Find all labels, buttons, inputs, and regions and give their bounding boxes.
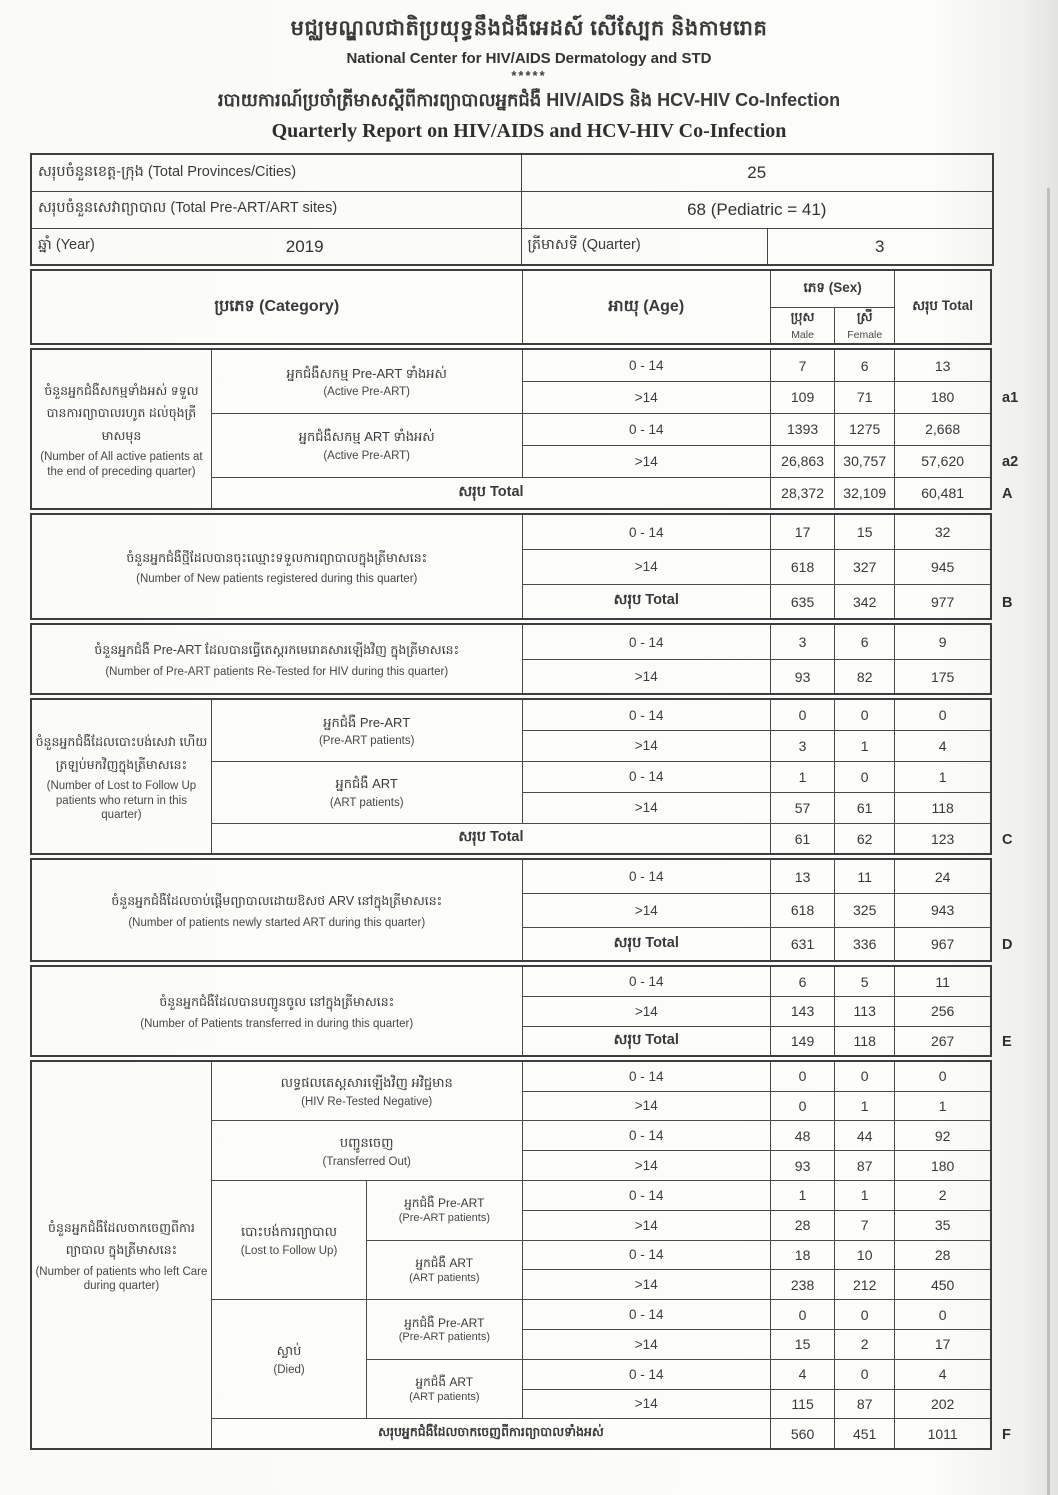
value-cell: 48 (771, 1121, 835, 1151)
value-cell: 0 (895, 1300, 991, 1330)
grand-total-label (211, 1419, 770, 1449)
value-cell: 1 (895, 1091, 991, 1121)
table-row (31, 270, 991, 307)
quarter-label: ត្រីមាសទី (Quarter) (521, 228, 767, 265)
value-cell: 977 (895, 584, 991, 619)
section-marker-F: F (1002, 1426, 1011, 1443)
row-label-retested-negative (211, 1061, 522, 1121)
age-cell: 0 - 14 (522, 1180, 771, 1210)
value-cell: 2,668 (895, 413, 991, 445)
row-label-active-preart (211, 349, 522, 413)
khmer-label: អ្នកជំងឺសកម្ម Pre-ART ទាំងអស់ (286, 365, 447, 381)
english-label: Female (847, 329, 883, 342)
row-label-art-patients (367, 1240, 522, 1300)
khmer-label: ស្រី (856, 310, 873, 325)
english-label: (Active Pre-ART) (323, 386, 411, 399)
total-provinces-label: សរុបចំនួនខេត្ត-ក្រុង (Total Provinces/Cities) (31, 154, 521, 191)
row-label-active-patients (31, 349, 211, 509)
section-retested-preart (30, 623, 992, 695)
khmer-label: សរុបអ្នកជំងឺដែលចាកចេញពីការព្យាបាលទាំងអស់ (378, 1424, 604, 1439)
table-row (31, 514, 991, 549)
value-cell: 0 (835, 1359, 895, 1389)
value-cell: 336 (835, 927, 895, 961)
total-label: សរុប Total (522, 927, 771, 961)
value-cell: 1 (835, 1180, 895, 1210)
khmer-label: ចំនួនអ្នកជំងឺដែលចាប់ផ្តើមព្យាបាលដោយឱសថ ARV នៅក្នុងត្រីមាសនេះ (111, 894, 443, 909)
value-cell: 256 (895, 996, 991, 1026)
report-header (0, 0, 1058, 143)
value-cell: 945 (895, 549, 991, 584)
col-header-female (835, 307, 895, 344)
value-cell: 28 (895, 1240, 991, 1270)
value-cell: 1 (771, 1180, 835, 1210)
section-marker-a1: a1 (1002, 390, 1019, 407)
year-label: ឆ្នាំ (Year) (38, 237, 95, 254)
english-label: (ART patients) (409, 1390, 480, 1403)
value-cell: 3 (771, 624, 835, 659)
org-title-khmer: មជ្ឈមណ្ឌលជាតិប្រយុទ្ធនឹងជំងឺអេដស៍ សើស្បែក និងកាមរោគ (290, 17, 768, 40)
value-cell: 61 (835, 792, 895, 823)
year-cell (31, 228, 521, 265)
age-cell: 0 - 14 (522, 349, 771, 381)
value-cell: 6 (835, 624, 895, 659)
section-retested-preart-table (30, 623, 992, 695)
value-cell: 202 (895, 1389, 991, 1419)
age-cell: >14 (522, 381, 771, 413)
value-cell: 1011 (895, 1419, 991, 1449)
value-cell: 1 (895, 761, 991, 792)
section-marker-B: B (1002, 594, 1013, 611)
value-cell: 7 (771, 349, 835, 381)
khmer-label: អ្នកជំងឺ ART (415, 1375, 474, 1390)
value-cell: 143 (771, 996, 835, 1026)
value-cell: 93 (771, 1151, 835, 1181)
section-marker-E: E (1002, 1034, 1012, 1051)
english-label: Male (791, 329, 814, 342)
khmer-label: បញ្ជូនចេញ (339, 1134, 394, 1150)
table-row (31, 966, 991, 996)
value-cell: 0 (895, 1061, 991, 1091)
english-label: (Active Pre-ART) (323, 450, 411, 463)
row-total-sites (31, 191, 993, 228)
english-label: (Lost to Follow Up) (240, 1245, 338, 1257)
report-title-english: Quarterly Report on HIV/AIDS and HCV-HIV Co-Infection (271, 120, 787, 143)
value-cell: 17 (771, 514, 835, 549)
value-cell: 618 (771, 893, 835, 927)
khmer-label: អ្នកជំងឺ Pre-ART (404, 1196, 485, 1211)
value-cell: 943 (895, 893, 991, 927)
table-row (31, 699, 991, 730)
value-cell: 11 (895, 966, 991, 996)
total-label: សរុប Total (522, 584, 771, 619)
value-cell: 57,620 (895, 445, 991, 477)
english-label: (Number of Pre-ART patients Re-Tested for HIV during this quarter) (105, 665, 449, 678)
value-cell: 149 (771, 1026, 835, 1056)
row-label-art-patients (211, 761, 522, 823)
english-label: (Pre-ART patients) (318, 735, 415, 748)
value-cell: 342 (835, 584, 895, 619)
value-cell: 9 (895, 624, 991, 659)
value-cell: 115 (771, 1389, 835, 1419)
value-cell: 3 (771, 730, 835, 761)
age-cell: 0 - 14 (522, 1359, 771, 1389)
section-d-newly-started-art (30, 858, 1013, 962)
value-cell: 325 (835, 893, 895, 927)
row-label-transferred-in (31, 966, 522, 1056)
row-label-preart-patients (211, 699, 522, 761)
report-title-khmer: របាយការណ៍ប្រចាំត្រីមាសស្តីពីការព្យាបាលអ្នកជំងឺ HIV/AIDS និង HCV-HIV Co-Infection (217, 89, 841, 110)
value-cell: 0 (771, 1300, 835, 1330)
section-e-transferred-in-table (30, 965, 992, 1057)
value-cell: 32 (895, 514, 991, 549)
value-cell: 28,372 (771, 477, 835, 509)
value-cell: 0 (835, 1300, 895, 1330)
khmer-label: ស្លាប់ (276, 1343, 302, 1359)
value-cell: 180 (895, 1151, 991, 1181)
khmer-label: ចំនួនអ្នកជំងឺដែលចាកចេញពីការព្យាបាល ក្នុងត្រីមាសនេះ (48, 1220, 195, 1258)
khmer-label: លទ្ធផលតេស្តសារឡើងវិញ អវិជ្ជមាន (280, 1075, 453, 1091)
khmer-label: អ្នកជំងឺ ART (415, 1256, 474, 1271)
col-header-sex: ភេទ (Sex) (771, 270, 895, 307)
section-b-new-patients-table (30, 513, 992, 620)
khmer-label: អ្នកជំងឺ Pre-ART (404, 1315, 485, 1330)
age-cell: 0 - 14 (522, 413, 771, 445)
value-cell: 1 (835, 1091, 895, 1121)
row-label-ltfu-return (31, 699, 211, 854)
section-marker-C: C (1002, 831, 1013, 848)
age-cell: 0 - 14 (522, 966, 771, 996)
value-cell: 327 (835, 549, 895, 584)
row-label-new-patients (31, 514, 522, 619)
value-cell: 87 (835, 1389, 895, 1419)
value-cell: 4 (895, 730, 991, 761)
value-cell: 7 (835, 1210, 895, 1240)
age-cell: >14 (522, 1329, 771, 1359)
divider-stars: ***** (511, 67, 547, 83)
value-cell: 26,863 (771, 445, 835, 477)
value-cell: 32,109 (835, 477, 895, 509)
age-cell: 0 - 14 (522, 1061, 771, 1091)
khmer-label: ចំនួនអ្នកជំងឺសកម្មទាំងអស់ ទទួលបានការព្យាបាលរហូត ដល់ចុងត្រីមាសមុន (44, 383, 199, 443)
english-label: (HIV Re-Tested Negative) (301, 1096, 433, 1109)
row-total-provinces (31, 154, 993, 191)
english-label: (Number of All active patients at the end of preceding quarter) (40, 451, 203, 478)
value-cell: 175 (895, 659, 991, 694)
value-cell: 13 (895, 349, 991, 381)
value-cell: 0 (771, 1091, 835, 1121)
row-label-preart-patients (367, 1300, 522, 1360)
value-cell: 62 (835, 823, 895, 854)
value-cell: 4 (771, 1359, 835, 1389)
value-cell: 60,481 (895, 477, 991, 509)
english-label: (Number of Lost to Follow Up patients who return in this quarter) (46, 780, 197, 821)
age-cell: >14 (522, 730, 771, 761)
english-label: (Number of patients who left Care during quarter) (35, 1265, 208, 1292)
col-header-category: ប្រភេទ (Category) (31, 270, 522, 344)
age-cell: >14 (522, 659, 771, 694)
age-cell: >14 (522, 893, 771, 927)
value-cell: 35 (895, 1210, 991, 1240)
table-row (31, 1061, 991, 1091)
value-cell: 0 (835, 699, 895, 730)
khmer-label: ចំនួនអ្នកជំងឺថ្មីដែលបានចុះឈ្មោះទទួលការព្យាបាលក្នុងត្រីមាសនេះ (126, 550, 428, 565)
value-cell: 28 (771, 1210, 835, 1240)
col-header-total: សរុប Total (895, 270, 991, 344)
row-label-transferred-out (211, 1121, 522, 1181)
value-cell: 0 (835, 1061, 895, 1091)
value-cell: 87 (835, 1151, 895, 1181)
value-cell: 560 (771, 1419, 835, 1449)
value-cell: 5 (835, 966, 895, 996)
value-cell: 0 (771, 699, 835, 730)
table-row (31, 624, 991, 659)
khmer-label: អ្នកជំងឺ ART (335, 776, 398, 792)
value-cell: 92 (895, 1121, 991, 1151)
value-cell: 631 (771, 927, 835, 961)
value-cell: 0 (771, 1061, 835, 1091)
value-cell: 2 (835, 1329, 895, 1359)
value-cell: 93 (771, 659, 835, 694)
age-cell: 0 - 14 (522, 761, 771, 792)
section-marker-D: D (1002, 937, 1013, 954)
section-marker-A: A (1002, 486, 1013, 503)
row-year-quarter (31, 228, 993, 265)
value-cell: 109 (771, 381, 835, 413)
english-label: (Number of New patients registered during this quarter) (136, 573, 418, 586)
row-label-preart-patients (367, 1180, 522, 1240)
value-cell: 2 (895, 1180, 991, 1210)
table-row (31, 349, 991, 381)
summary-info-table (30, 153, 994, 266)
age-cell: >14 (522, 1151, 771, 1181)
value-cell: 123 (895, 823, 991, 854)
value-cell: 10 (835, 1240, 895, 1270)
row-label-left-care (31, 1061, 211, 1448)
row-label-newly-started (31, 859, 522, 961)
age-cell: >14 (522, 1270, 771, 1300)
age-cell: 0 - 14 (522, 624, 771, 659)
total-sites-value: 68 (Pediatric = 41) (521, 191, 993, 228)
section-c-ltfu-returned (30, 698, 1013, 855)
value-cell: 635 (771, 584, 835, 619)
value-cell: 24 (895, 859, 991, 893)
value-cell: 82 (835, 659, 895, 694)
value-cell: 267 (895, 1026, 991, 1056)
col-header-male (771, 307, 835, 344)
section-a-active-patients (30, 348, 1019, 510)
value-cell: 61 (771, 823, 835, 854)
section-c-ltfu-returned-table (30, 698, 992, 855)
section-f-left-care (30, 1060, 1011, 1449)
value-cell: 44 (835, 1121, 895, 1151)
column-header-table (30, 269, 992, 345)
value-cell: 0 (835, 761, 895, 792)
khmer-label: អ្នកជំងឺ Pre-ART (323, 714, 411, 730)
column-header (30, 269, 992, 345)
value-cell: 57 (771, 792, 835, 823)
age-cell: >14 (522, 1091, 771, 1121)
value-cell: 1 (835, 730, 895, 761)
english-label: (Died) (273, 1364, 305, 1377)
value-cell: 618 (771, 549, 835, 584)
total-label: សរុប Total (522, 1026, 771, 1056)
age-cell: 0 - 14 (522, 514, 771, 549)
khmer-label: ចំនួនអ្នកជំងឺដែលបោះបង់សេវា ហើយត្រឡប់មកវិញក្នុងត្រីមាសនេះ (35, 735, 208, 772)
value-cell: 13 (771, 859, 835, 893)
value-cell: 11 (835, 859, 895, 893)
row-label-active-art (211, 413, 522, 477)
age-cell: >14 (522, 549, 771, 584)
value-cell: 17 (895, 1329, 991, 1359)
col-header-age: អាយុ (Age) (522, 270, 771, 344)
total-provinces-value: 25 (521, 154, 993, 191)
quarter-value: 3 (767, 228, 993, 265)
value-cell: 238 (771, 1270, 835, 1300)
value-cell: 967 (895, 927, 991, 961)
section-e-transferred-in (30, 965, 1012, 1057)
age-cell: 0 - 14 (522, 1121, 771, 1151)
english-label: (Transferred Out) (322, 1155, 411, 1168)
age-cell: 0 - 14 (522, 859, 771, 893)
english-label: (ART patients) (329, 797, 404, 810)
total-label: សរុប Total (211, 477, 770, 509)
khmer-label: ចំនួនអ្នកជំងឺ Pre-ART ដែលបានធ្វើតេស្តរកមេរោគសារឡើងវិញ ក្នុងត្រីមាសនេះ (94, 643, 460, 658)
org-title-english: National Center for HIV/AIDS Dermatology and STD (346, 49, 712, 67)
value-cell: 450 (895, 1270, 991, 1300)
year-value: 2019 (285, 236, 324, 256)
section-f-left-care-table (30, 1060, 992, 1449)
value-cell: 212 (835, 1270, 895, 1300)
english-label: (Number of patients newly started ART during this quarter) (128, 916, 426, 929)
section-marker-a2: a2 (1002, 454, 1019, 471)
value-cell: 18 (771, 1240, 835, 1270)
row-label-retested (31, 624, 522, 694)
age-cell: 0 - 14 (522, 1240, 771, 1270)
english-label: (ART patients) (409, 1271, 480, 1284)
khmer-label: អ្នកជំងឺសកម្ម ART ទាំងអស់ (298, 429, 435, 445)
report-table-sections (30, 269, 1058, 1449)
khmer-label: ចំនួនអ្នកជំងឺដែលបានបញ្ជូនចូល នៅក្នុងត្រីមាសនេះ (159, 995, 395, 1010)
english-label: (Number of Patients transferred in during this quarter) (140, 1017, 414, 1030)
value-cell: 180 (895, 381, 991, 413)
total-sites-label: សរុបចំនួនសេវាព្យាបាល (Total Pre-ART/ART sites) (31, 191, 521, 228)
total-label: សរុប Total (211, 823, 770, 854)
value-cell: 71 (835, 381, 895, 413)
row-label-lost-to-follow-up (211, 1180, 366, 1299)
value-cell: 113 (835, 996, 895, 1026)
age-cell: >14 (522, 996, 771, 1026)
value-cell: 118 (835, 1026, 895, 1056)
section-a-active-patients-table (30, 348, 992, 510)
section-b-new-patients (30, 513, 1013, 620)
english-label: (Pre-ART patients) (398, 1331, 490, 1344)
khmer-label: ប្រុស (790, 310, 815, 325)
value-cell: 6 (771, 966, 835, 996)
age-cell: >14 (522, 792, 771, 823)
value-cell: 0 (895, 699, 991, 730)
value-cell: 1275 (835, 413, 895, 445)
row-label-art-patients (367, 1359, 522, 1419)
age-cell: 0 - 14 (522, 699, 771, 730)
value-cell: 15 (835, 514, 895, 549)
scan-edge-artifact (1047, 188, 1050, 1495)
age-cell: >14 (522, 1389, 771, 1419)
row-label-died (211, 1300, 366, 1419)
khmer-label: បោះបង់ការព្យាបាល (241, 1224, 338, 1240)
value-cell: 1 (771, 761, 835, 792)
value-cell: 1393 (771, 413, 835, 445)
table-row (31, 859, 991, 893)
value-cell: 6 (835, 349, 895, 381)
value-cell: 15 (771, 1329, 835, 1359)
age-cell: >14 (522, 445, 771, 477)
age-cell: 0 - 14 (522, 1300, 771, 1330)
age-cell: >14 (522, 1210, 771, 1240)
section-d-newly-started-art-table (30, 858, 992, 962)
value-cell: 118 (895, 792, 991, 823)
english-label: (Pre-ART patients) (398, 1212, 490, 1225)
value-cell: 4 (895, 1359, 991, 1389)
value-cell: 30,757 (835, 445, 895, 477)
value-cell: 451 (835, 1419, 895, 1449)
